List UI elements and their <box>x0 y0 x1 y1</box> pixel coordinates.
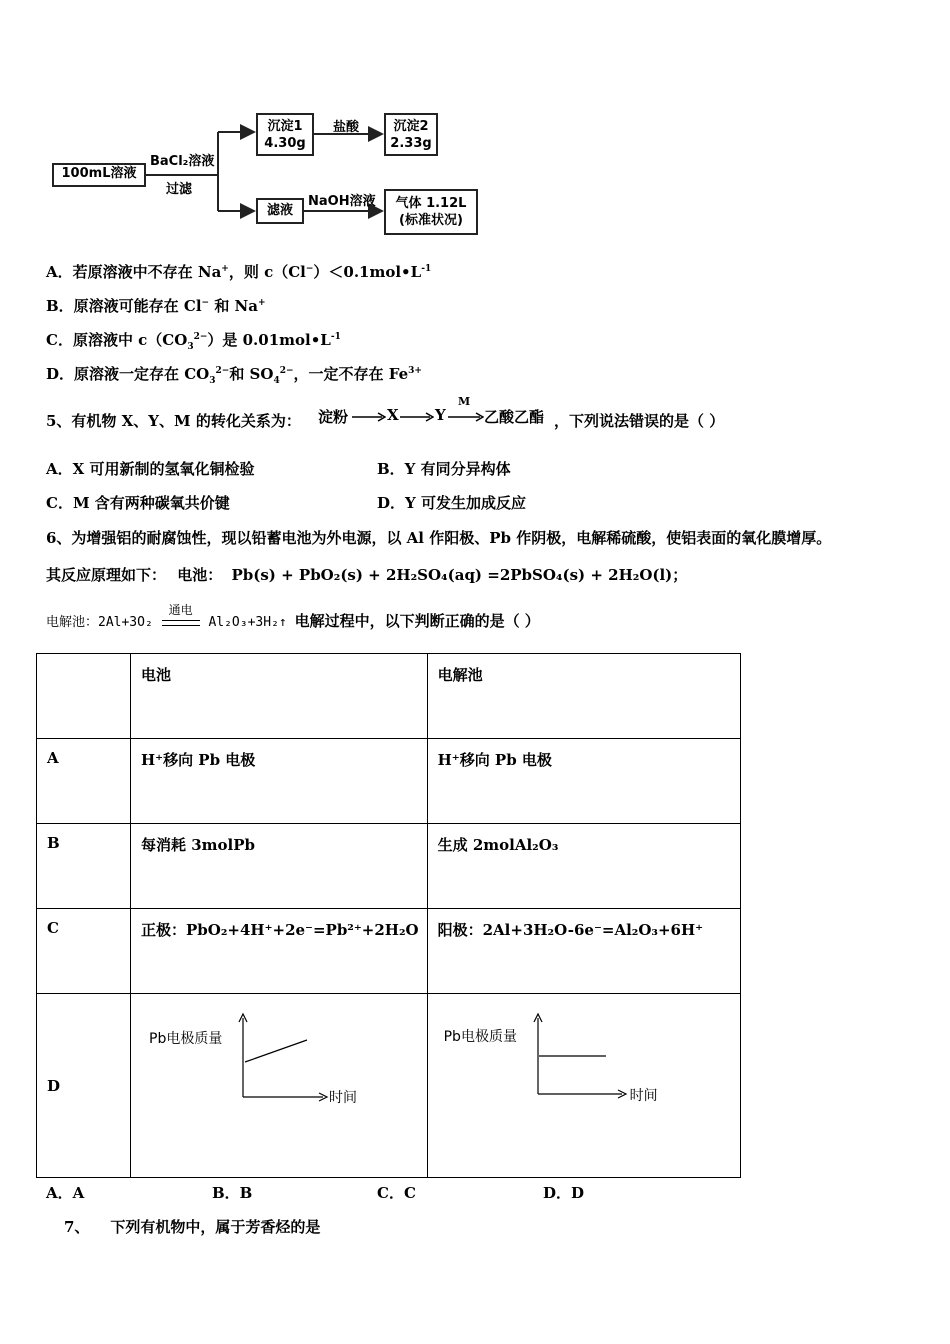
q4-c-sup: 2− <box>193 332 208 342</box>
q6-line3-condition <box>161 603 201 630</box>
q4-a-end: ）＜0.1mol•L <box>313 263 422 281</box>
q6-stem-line3 <box>46 603 540 631</box>
q4-option-a <box>46 261 431 282</box>
chain-arrow-1 <box>352 412 386 422</box>
graph1-increasing-line <box>245 1040 307 1062</box>
q4-a-sup1: + <box>221 264 229 274</box>
table-row-a <box>37 739 741 824</box>
table-row-c <box>37 909 741 994</box>
q6-answer-d: D．D <box>543 1184 585 1202</box>
chain-arrow-2 <box>400 412 434 422</box>
q4-d-sub2: 4 <box>273 376 280 386</box>
q6-answer-a: A．A <box>46 1184 85 1202</box>
cell-c-electrolysis: 阳极：2Al+3H₂O-6e⁻=Al₂O₃+6H⁺ <box>427 909 740 994</box>
q4-b-mid: 和 Na <box>209 297 258 315</box>
q6-answer-c: C．C <box>377 1184 416 1202</box>
q6-line3-suffix: 电解过程中，以下判断正确的是（ ） <box>294 612 540 630</box>
reagent2-label: 盐酸 <box>333 120 360 135</box>
q5-reaction-chain <box>318 395 554 430</box>
ppt2-box <box>384 113 438 156</box>
q4-c-sub: 3 <box>187 342 194 352</box>
chain-end: 乙酸乙酯 <box>484 408 545 426</box>
start-box <box>52 163 146 187</box>
cell-b-electrolysis: 生成 2molAl₂O₃ <box>427 824 740 909</box>
cell-a-battery: H⁺移向 Pb 电极 <box>131 739 428 824</box>
q5-option-d: D．Y 可发生加成反应 <box>377 494 526 512</box>
q4-option-b <box>46 295 266 316</box>
q4-a-sup3: -1 <box>421 264 432 274</box>
cell-c-battery: 正极：PbO₂+4H⁺+2e⁻=Pb²⁺+2H₂O <box>131 909 428 994</box>
q5-stem-prefix: 5、有机物 X、Y、M 的转化关系为： <box>46 412 301 430</box>
cell-d-electrolysis-graph <box>427 994 740 1178</box>
q5-stem <box>46 410 301 431</box>
q4-a-prefix: A．若原溶液中不存在 Na <box>46 263 222 281</box>
q6-line3-products: Al₂O₃+3H₂↑ <box>208 615 287 630</box>
q4-d-sub1: 3 <box>209 376 216 386</box>
double-line-icon <box>162 620 200 626</box>
q6-line2-prefix: 其反应原理如下： <box>46 566 167 584</box>
q5-option-a: A．X 可用新制的氢氧化铜检验 <box>46 460 255 478</box>
q6-stem-line2 <box>46 564 687 585</box>
q6-line3-cond-text: 通电 <box>168 603 193 617</box>
q6-line2-label: 电池： <box>177 566 223 584</box>
reagent1-label: BaCl₂溶液 <box>150 154 215 169</box>
gas-line2: (标准状况) <box>399 213 463 228</box>
ppt2-mass: 2.33g <box>390 136 432 151</box>
gas-line1: 气体 1.12L <box>395 196 467 211</box>
graph1-xlabel: 时间 <box>329 1090 357 1106</box>
reagent3-label: NaOH溶液 <box>308 194 376 209</box>
q4-d-mid: 和 SO <box>229 365 274 383</box>
q6-stem-line1: 6、为增强铝的耐腐蚀性，现以铅蓄电池为外电源，以 Al 作阳极、Pb 作阴极，电解稀硫酸，使铝表面的氧化膜增厚。 <box>46 529 832 547</box>
q4-option-d <box>46 363 422 386</box>
q4-c-sup2: -1 <box>330 332 341 342</box>
q5-option-c: C．M 含有两种碳氧共价键 <box>46 494 230 512</box>
q5-option-b: B．Y 有同分异构体 <box>377 460 511 478</box>
gas-box <box>384 189 478 235</box>
table-row-header <box>37 654 741 739</box>
q4-b-sup1: − <box>201 298 210 308</box>
cell-b-label: B <box>37 824 131 909</box>
cell-d-label: D <box>37 994 131 1178</box>
q4-d-sup3: 3+ <box>408 366 422 376</box>
table-row-d <box>37 994 741 1178</box>
cell-a-electrolysis: H⁺移向 Pb 电极 <box>427 739 740 824</box>
ppt1-name: 沉淀1 <box>267 119 303 134</box>
start-label: 100mL溶液 <box>61 166 137 181</box>
q4-c-prefix: C．原溶液中 c（CO <box>46 331 188 349</box>
ppt2-name: 沉淀2 <box>393 119 429 134</box>
q4-b-prefix: B．原溶液可能存在 Cl <box>46 297 202 315</box>
q4-a-sup2: − <box>305 264 314 274</box>
q6-line3-prefix: 电解池：2Al+3O₂ <box>46 615 153 630</box>
cell-c-label: C <box>37 909 131 994</box>
chain-y: Y <box>435 406 446 424</box>
q4-option-c <box>46 329 341 352</box>
cell-header-blank <box>37 654 131 739</box>
q4-a-mid: ，则 c（Cl <box>228 263 306 281</box>
ppt1-box <box>256 113 314 156</box>
q4-d-sup1: 2− <box>215 366 230 376</box>
q4-b-sup2: + <box>257 298 266 308</box>
q4-d-prefix: D．原溶液一定存在 CO <box>46 365 210 383</box>
graph1-ylabel-text: Pb电极质量 <box>149 1031 223 1047</box>
q4-c-end: ）是 0.01mol•L <box>207 331 331 349</box>
q4-d-sup2: 2− <box>279 366 294 376</box>
chain-m: M <box>458 395 471 408</box>
cell-d-battery-graph <box>131 994 428 1178</box>
ppt1-mass: 4.30g <box>264 136 306 151</box>
filtrate-box <box>256 198 304 224</box>
table-row-b <box>37 824 741 909</box>
q6-answer-b: B．B <box>212 1184 253 1202</box>
cell-header-battery: 电池 <box>131 654 428 739</box>
q5-stem-suffix: ，下列说法错误的是（ ） <box>554 412 725 430</box>
chain-arrow-3 <box>448 412 484 422</box>
q4-d-mid2: ，一定不存在 Fe <box>293 365 409 383</box>
q6-line2-eq: Pb(s) + PbO₂(s) + 2H₂SO₄(aq) =2PbSO₄(s) + 2H₂O(l)； <box>231 566 688 584</box>
cell-a-label: A <box>37 739 131 824</box>
filtrate-label: 滤液 <box>266 203 293 218</box>
chain-x: X <box>387 406 399 424</box>
q5-stem-suffix-wrap <box>554 410 724 431</box>
graph2-xlabel: 时间 <box>629 1088 658 1104</box>
op1-label: 过滤 <box>166 182 193 197</box>
q6-table <box>36 653 741 1178</box>
cell-header-electrolysis: 电解池 <box>427 654 740 739</box>
cell-b-battery: 每消耗 3molPb <box>131 824 428 909</box>
graph2-ylabel-text: Pb电极质量 <box>443 1029 517 1045</box>
chain-start: 淀粉 <box>318 408 349 426</box>
q7-stem: 7、 下列有机物中，属于芳香烃的是 <box>64 1218 321 1236</box>
